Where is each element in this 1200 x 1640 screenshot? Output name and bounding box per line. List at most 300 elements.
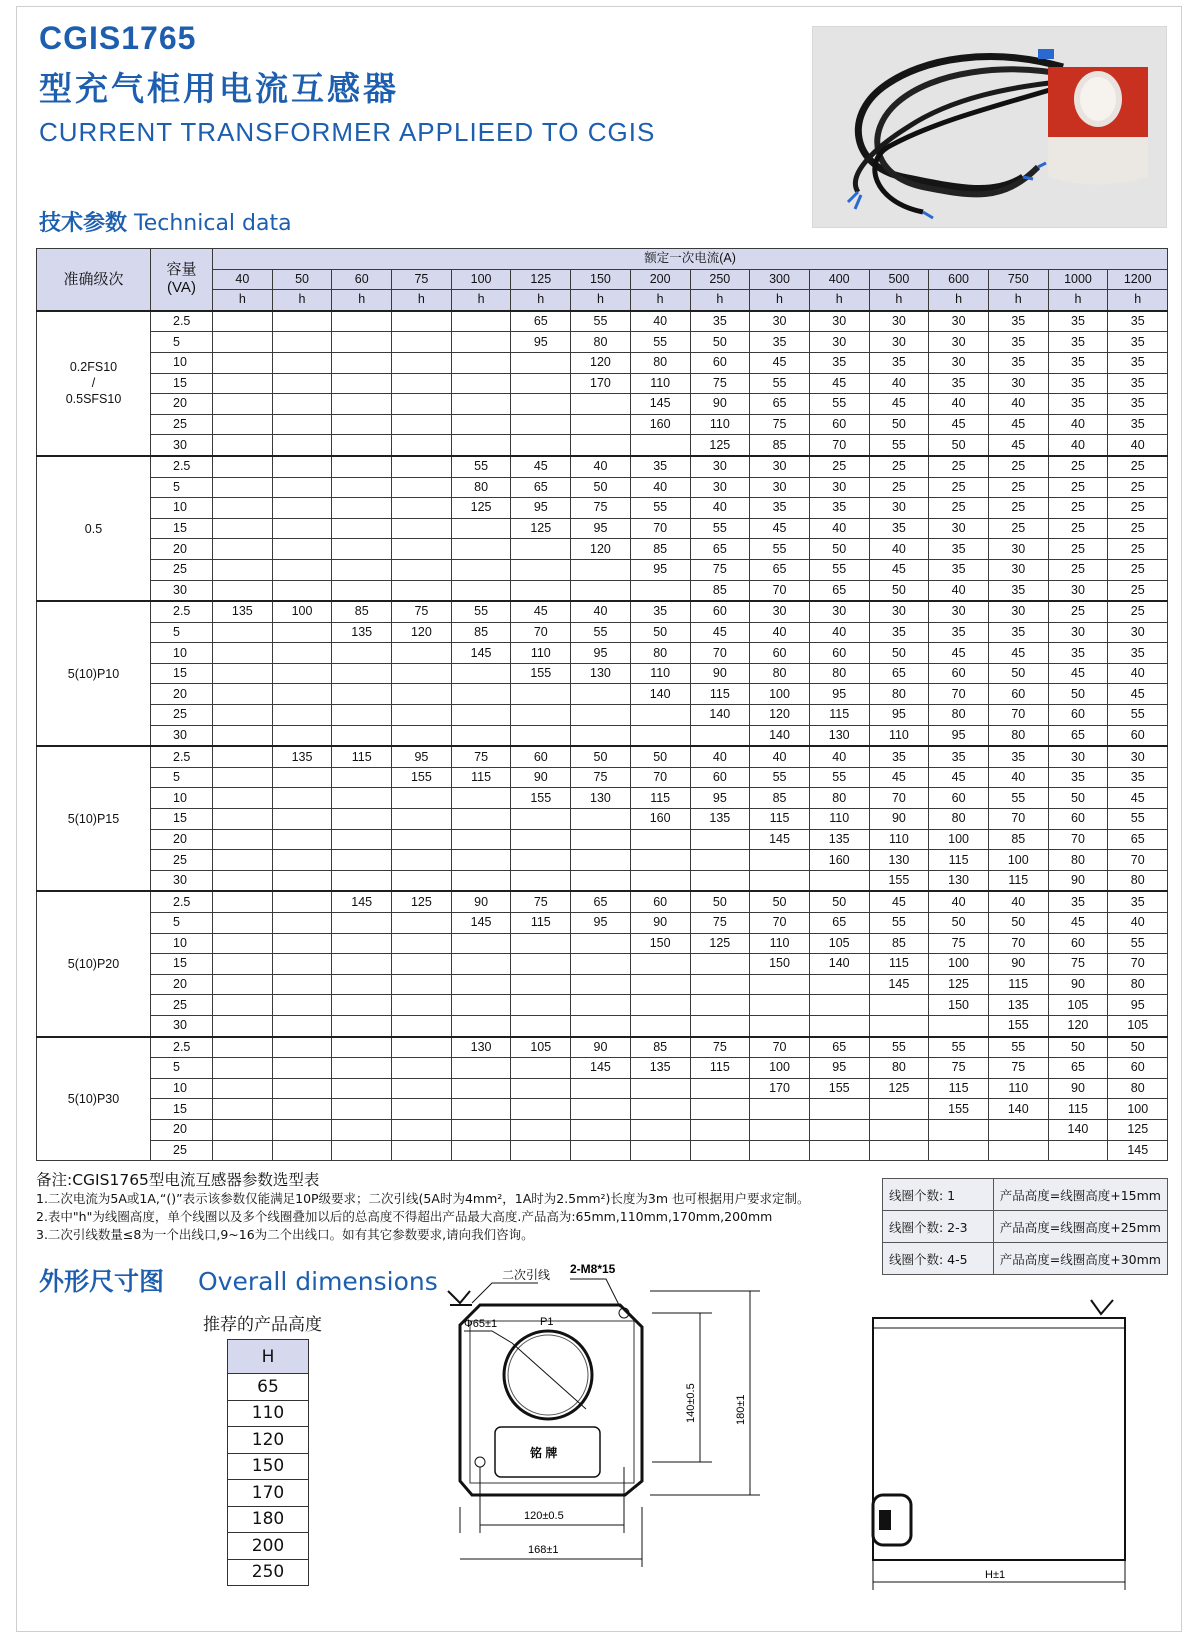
value-cell: 160	[630, 809, 690, 830]
phi-label: Φ65±1	[464, 1318, 498, 1330]
value-cell: 135	[809, 829, 869, 850]
value-cell: 80	[929, 705, 989, 726]
value-cell	[690, 995, 750, 1016]
value-cell	[272, 456, 332, 477]
value-cell	[392, 373, 452, 394]
value-cell	[571, 1099, 631, 1120]
table-row	[37, 746, 1168, 767]
value-cell: 55	[571, 622, 631, 643]
value-cell: 95	[392, 746, 452, 767]
value-cell: 85	[451, 622, 511, 643]
value-cell	[272, 725, 332, 746]
value-cell	[511, 870, 571, 891]
header-current-value: 200	[630, 269, 690, 290]
accuracy-class-cell: 0.5	[37, 456, 151, 601]
value-cell: 60	[988, 684, 1048, 705]
value-cell: 100	[750, 1058, 810, 1079]
value-cell	[511, 1058, 571, 1079]
value-cell	[332, 456, 392, 477]
value-cell	[332, 663, 392, 684]
value-cell	[451, 829, 511, 850]
value-cell	[511, 1015, 571, 1036]
table-row	[37, 414, 1168, 435]
value-cell	[988, 1140, 1048, 1161]
value-cell: 35	[929, 622, 989, 643]
value-cell	[272, 663, 332, 684]
value-cell: 110	[750, 933, 810, 954]
value-cell: 95	[929, 725, 989, 746]
value-cell: 125	[869, 1078, 929, 1099]
capacity-cell: 20	[151, 684, 213, 705]
value-cell: 35	[1108, 311, 1168, 332]
header-unit: h	[392, 290, 452, 311]
value-cell	[213, 684, 273, 705]
value-cell	[272, 580, 332, 601]
value-cell: 40	[809, 518, 869, 539]
value-cell: 130	[809, 725, 869, 746]
value-cell: 40	[1108, 663, 1168, 684]
value-cell	[213, 373, 273, 394]
value-cell: 160	[809, 850, 869, 871]
value-cell	[571, 1015, 631, 1036]
value-cell	[272, 1037, 332, 1058]
value-cell: 75	[392, 601, 452, 622]
value-cell: 50	[1048, 684, 1108, 705]
value-cell	[332, 311, 392, 332]
value-cell: 110	[630, 663, 690, 684]
value-cell	[451, 870, 511, 891]
value-cell: 70	[750, 1037, 810, 1058]
value-cell: 40	[929, 394, 989, 415]
table-row	[37, 788, 1168, 809]
value-cell: 35	[929, 539, 989, 560]
value-cell	[571, 580, 631, 601]
value-cell: 75	[690, 1037, 750, 1058]
capacity-cell: 2.5	[151, 311, 213, 332]
bolt-label: 2-M8*15	[570, 1262, 616, 1276]
value-cell	[332, 705, 392, 726]
value-cell	[213, 974, 273, 995]
value-cell: 75	[750, 414, 810, 435]
height-row	[228, 1533, 309, 1560]
value-cell	[690, 1140, 750, 1161]
recommended-heights-title: 推荐的产品高度	[203, 1315, 322, 1335]
value-cell: 60	[511, 746, 571, 767]
value-cell: 35	[1048, 394, 1108, 415]
value-cell: 115	[988, 870, 1048, 891]
value-cell	[213, 1078, 273, 1099]
value-cell: 65	[869, 663, 929, 684]
header-current-value: 40	[213, 269, 273, 290]
value-cell	[451, 850, 511, 871]
coil-row	[883, 1179, 1168, 1211]
value-cell	[272, 933, 332, 954]
value-cell	[571, 870, 631, 891]
value-cell	[332, 809, 392, 830]
value-cell	[332, 1037, 392, 1058]
value-cell	[451, 933, 511, 954]
header-current-value: 75	[392, 269, 452, 290]
value-cell: 95	[571, 518, 631, 539]
value-cell	[392, 1058, 452, 1079]
value-cell: 135	[213, 601, 273, 622]
value-cell	[630, 1140, 690, 1161]
value-cell: 55	[750, 767, 810, 788]
value-cell	[750, 1015, 810, 1036]
value-cell: 25	[1048, 539, 1108, 560]
value-cell: 140	[988, 1099, 1048, 1120]
table-row	[37, 1119, 1168, 1140]
recommended-heights-table	[227, 1339, 309, 1586]
value-cell	[511, 954, 571, 975]
value-cell: 45	[1048, 913, 1108, 934]
value-cell	[272, 705, 332, 726]
header-current-value: 250	[690, 269, 750, 290]
value-cell: 40	[571, 601, 631, 622]
value-cell	[332, 643, 392, 664]
value-cell: 75	[988, 1058, 1048, 1079]
height-value: 150	[228, 1453, 309, 1480]
value-cell: 45	[869, 891, 929, 912]
value-cell	[451, 414, 511, 435]
value-cell: 150	[630, 933, 690, 954]
value-cell	[392, 311, 452, 332]
value-cell: 35	[929, 746, 989, 767]
value-cell: 75	[690, 913, 750, 934]
value-cell: 60	[1048, 933, 1108, 954]
accuracy-class-cell: 5(10)P20	[37, 891, 151, 1036]
value-cell	[392, 974, 452, 995]
coil-formula: 产品高度=线圈高度+25mm	[993, 1211, 1167, 1243]
value-cell: 45	[511, 601, 571, 622]
value-cell	[571, 435, 631, 456]
value-cell	[690, 1119, 750, 1140]
value-cell: 25	[1108, 580, 1168, 601]
value-cell	[571, 1119, 631, 1140]
value-cell: 50	[929, 913, 989, 934]
value-cell	[690, 974, 750, 995]
value-cell: 30	[750, 311, 810, 332]
capacity-cell: 30	[151, 435, 213, 456]
value-cell	[213, 435, 273, 456]
value-cell: 95	[869, 705, 929, 726]
value-cell: 50	[690, 332, 750, 353]
value-cell	[213, 311, 273, 332]
capacity-cell: 10	[151, 352, 213, 373]
height-row	[228, 1427, 309, 1454]
header-current-value: 100	[451, 269, 511, 290]
value-cell	[332, 559, 392, 580]
value-cell	[451, 352, 511, 373]
value-cell	[332, 725, 392, 746]
value-cell: 90	[630, 913, 690, 934]
value-cell	[451, 311, 511, 332]
header-unit: h	[869, 290, 929, 311]
value-cell: 25	[929, 498, 989, 519]
value-cell: 40	[809, 746, 869, 767]
value-cell: 50	[869, 643, 929, 664]
value-cell: 80	[1108, 1078, 1168, 1099]
value-cell: 140	[809, 954, 869, 975]
value-cell: 155	[809, 1078, 869, 1099]
value-cell: 85	[750, 788, 810, 809]
value-cell: 70	[750, 913, 810, 934]
capacity-cell: 15	[151, 518, 213, 539]
value-cell: 35	[1108, 891, 1168, 912]
value-cell: 120	[392, 622, 452, 643]
value-cell: 55	[809, 559, 869, 580]
value-cell: 145	[332, 891, 392, 912]
value-cell	[929, 1015, 989, 1036]
value-cell	[630, 829, 690, 850]
value-cell	[511, 580, 571, 601]
value-cell: 155	[392, 767, 452, 788]
value-cell: 40	[1108, 913, 1168, 934]
value-cell	[571, 414, 631, 435]
value-cell: 50	[869, 414, 929, 435]
value-cell	[213, 1119, 273, 1140]
value-cell	[213, 850, 273, 871]
value-cell	[511, 1099, 571, 1120]
value-cell	[750, 974, 810, 995]
value-cell: 115	[451, 767, 511, 788]
value-cell: 30	[929, 518, 989, 539]
value-cell	[272, 414, 332, 435]
value-cell: 140	[1048, 1119, 1108, 1140]
value-cell: 50	[988, 663, 1048, 684]
value-cell	[392, 518, 452, 539]
value-cell: 35	[750, 332, 810, 353]
value-cell	[451, 1078, 511, 1099]
value-cell	[332, 498, 392, 519]
value-cell: 80	[809, 663, 869, 684]
value-cell: 35	[869, 518, 929, 539]
value-cell	[272, 1078, 332, 1099]
value-cell	[869, 1140, 929, 1161]
value-cell: 30	[809, 477, 869, 498]
value-cell	[332, 1099, 392, 1120]
dim-h-label: H±1	[985, 1569, 1006, 1581]
capacity-cell: 20	[151, 539, 213, 560]
value-cell: 30	[1048, 580, 1108, 601]
value-cell: 65	[809, 1037, 869, 1058]
value-cell	[213, 394, 273, 415]
capacity-cell: 5	[151, 477, 213, 498]
value-cell: 65	[750, 559, 810, 580]
value-cell: 105	[809, 933, 869, 954]
value-cell: 80	[451, 477, 511, 498]
value-cell	[571, 829, 631, 850]
value-cell: 35	[1048, 311, 1108, 332]
header-unit: h	[272, 290, 332, 311]
value-cell: 155	[869, 870, 929, 891]
value-cell	[750, 1099, 810, 1120]
value-cell	[272, 311, 332, 332]
value-cell	[213, 829, 273, 850]
value-cell	[451, 1058, 511, 1079]
value-cell: 145	[571, 1058, 631, 1079]
value-cell: 125	[929, 974, 989, 995]
value-cell	[690, 725, 750, 746]
value-cell: 35	[988, 311, 1048, 332]
value-cell	[690, 1099, 750, 1120]
product-title-cn: 型充气柜用电流互感器	[39, 69, 399, 108]
header-accuracy-class: 准确级次	[37, 249, 151, 311]
header-unit: h	[750, 290, 810, 311]
value-cell: 70	[869, 788, 929, 809]
value-cell	[451, 725, 511, 746]
value-cell	[272, 1015, 332, 1036]
value-cell	[392, 954, 452, 975]
table-row	[37, 1078, 1168, 1099]
value-cell: 115	[332, 746, 392, 767]
value-cell	[213, 767, 273, 788]
header-unit: h	[1048, 290, 1108, 311]
capacity-cell: 10	[151, 1078, 213, 1099]
value-cell	[451, 684, 511, 705]
value-cell: 125	[511, 518, 571, 539]
value-cell: 120	[571, 539, 631, 560]
value-cell	[332, 974, 392, 995]
value-cell: 135	[272, 746, 332, 767]
value-cell	[332, 1119, 392, 1140]
header-current-value: 400	[809, 269, 869, 290]
table-row	[37, 663, 1168, 684]
dim-180-label: 180±1	[735, 1394, 747, 1425]
value-cell	[272, 373, 332, 394]
value-cell: 80	[869, 1058, 929, 1079]
header-unit: h	[630, 290, 690, 311]
header-current-value: 500	[869, 269, 929, 290]
value-cell: 80	[809, 788, 869, 809]
value-cell	[451, 788, 511, 809]
coil-row	[883, 1211, 1168, 1243]
value-cell	[690, 829, 750, 850]
value-cell	[929, 1119, 989, 1140]
value-cell: 40	[988, 767, 1048, 788]
value-cell: 110	[690, 414, 750, 435]
value-cell: 35	[1048, 891, 1108, 912]
value-cell: 100	[750, 684, 810, 705]
value-cell: 35	[929, 559, 989, 580]
value-cell: 100	[272, 601, 332, 622]
value-cell: 85	[332, 601, 392, 622]
value-cell: 80	[1108, 870, 1168, 891]
header-current-value: 750	[988, 269, 1048, 290]
value-cell	[213, 559, 273, 580]
capacity-cell: 15	[151, 373, 213, 394]
value-cell	[272, 767, 332, 788]
value-cell: 75	[929, 1058, 989, 1079]
value-cell: 145	[869, 974, 929, 995]
value-cell: 30	[750, 456, 810, 477]
capacity-cell: 30	[151, 1015, 213, 1036]
header-current-value: 300	[750, 269, 810, 290]
header-unit: h	[571, 290, 631, 311]
value-cell: 35	[1108, 373, 1168, 394]
value-cell	[213, 933, 273, 954]
capacity-cell: 15	[151, 1099, 213, 1120]
value-cell: 50	[1108, 1037, 1168, 1058]
value-cell	[392, 559, 452, 580]
value-cell	[392, 539, 452, 560]
value-cell: 70	[630, 518, 690, 539]
value-cell: 70	[988, 809, 1048, 830]
value-cell: 135	[690, 809, 750, 830]
value-cell	[272, 539, 332, 560]
value-cell	[630, 1015, 690, 1036]
value-cell	[332, 373, 392, 394]
table-row	[37, 850, 1168, 871]
table-row	[37, 559, 1168, 580]
value-cell	[213, 995, 273, 1016]
value-cell: 25	[809, 456, 869, 477]
value-cell	[272, 518, 332, 539]
height-value: 170	[228, 1480, 309, 1507]
table-row	[37, 311, 1168, 332]
value-cell: 40	[750, 622, 810, 643]
value-cell: 90	[1048, 1078, 1108, 1099]
p1-label: P1	[540, 1316, 554, 1328]
value-cell: 50	[690, 891, 750, 912]
value-cell: 25	[1108, 456, 1168, 477]
value-cell: 85	[750, 435, 810, 456]
value-cell	[392, 684, 452, 705]
value-cell: 30	[988, 601, 1048, 622]
value-cell	[272, 995, 332, 1016]
value-cell	[571, 1140, 631, 1161]
capacity-cell: 25	[151, 705, 213, 726]
value-cell	[571, 394, 631, 415]
value-cell	[392, 414, 452, 435]
value-cell: 75	[929, 933, 989, 954]
value-cell: 75	[451, 746, 511, 767]
value-cell: 60	[1108, 725, 1168, 746]
value-cell: 70	[1048, 829, 1108, 850]
value-cell: 115	[809, 705, 869, 726]
value-cell: 95	[809, 684, 869, 705]
value-cell: 35	[1108, 767, 1168, 788]
value-cell: 45	[1048, 663, 1108, 684]
value-cell	[392, 332, 452, 353]
value-cell	[690, 954, 750, 975]
value-cell: 115	[869, 954, 929, 975]
value-cell	[332, 1078, 392, 1099]
value-cell: 55	[630, 498, 690, 519]
accuracy-class-cell: 5(10)P10	[37, 601, 151, 746]
value-cell	[750, 1119, 810, 1140]
value-cell	[451, 663, 511, 684]
value-cell	[630, 995, 690, 1016]
value-cell: 55	[988, 1037, 1048, 1058]
dim-140-label: 140±0.5	[685, 1383, 697, 1423]
capacity-cell: 30	[151, 580, 213, 601]
value-cell	[571, 705, 631, 726]
value-cell: 85	[690, 580, 750, 601]
value-cell: 40	[1108, 435, 1168, 456]
table-row	[37, 498, 1168, 519]
value-cell: 90	[690, 663, 750, 684]
value-cell	[809, 1099, 869, 1120]
value-cell	[630, 1078, 690, 1099]
value-cell	[392, 850, 452, 871]
value-cell: 45	[929, 414, 989, 435]
value-cell	[630, 705, 690, 726]
value-cell	[451, 435, 511, 456]
value-cell: 55	[571, 311, 631, 332]
value-cell: 45	[690, 622, 750, 643]
height-row	[228, 1400, 309, 1427]
